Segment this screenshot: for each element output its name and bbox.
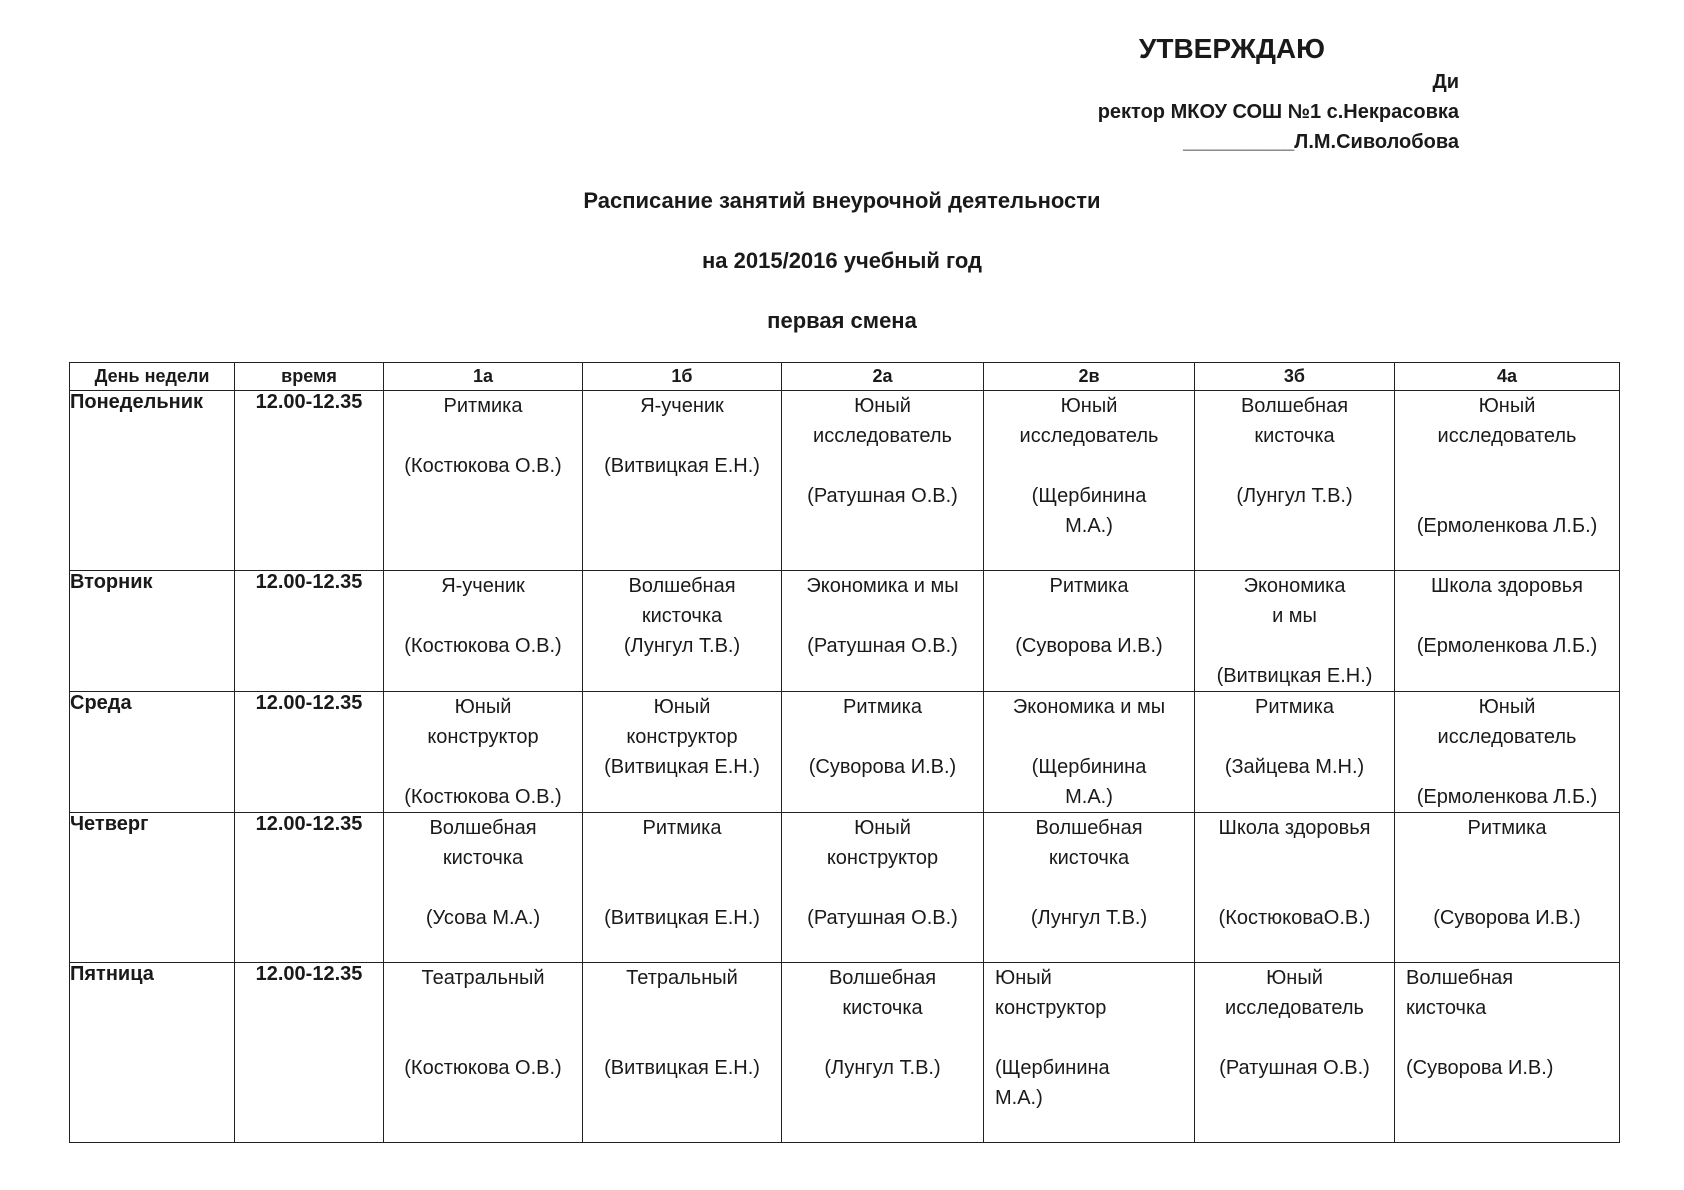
activity-cell (1195, 813, 1395, 963)
activity-line: Экономика и мы (806, 575, 959, 597)
activity-line: Волшебная (1035, 817, 1143, 839)
header-time: время (235, 363, 384, 391)
header-class-4a: 4а (1395, 363, 1620, 391)
activity-line: Юный (854, 395, 911, 417)
activity-line: исследователь (1437, 425, 1577, 447)
activity-cell (782, 813, 984, 963)
activity-line (1395, 843, 1619, 873)
time-cell: 12.00-12.35 (235, 813, 384, 963)
activity-line (583, 873, 781, 903)
activity-line: Ритмика (443, 395, 523, 417)
activity-line (583, 843, 781, 873)
activity-line: Школа здоровья (1218, 817, 1371, 839)
activity-line: Ритмика (1467, 817, 1547, 839)
activity-cell (1195, 391, 1395, 571)
activity-line (984, 601, 1194, 631)
document-subtitle-year: на 2015/2016 учебный год (702, 248, 982, 273)
activity-line: Ритмика (1255, 696, 1334, 718)
activity-line: кисточка (1254, 425, 1335, 447)
activity-line (782, 451, 983, 481)
activity-line: кисточка (842, 997, 923, 1019)
activity-line: исследователь (813, 425, 952, 447)
activity-line: и мы (1272, 605, 1317, 627)
activity-cell (583, 963, 782, 1143)
activity-cell (782, 391, 984, 571)
activity-line: конструктор (626, 726, 738, 748)
activity-line: (Витвицкая Е.Н.) (604, 1057, 760, 1079)
activity-line (1395, 1023, 1619, 1053)
activity-line: (Суворова И.В.) (808, 756, 957, 778)
activity-line (782, 873, 983, 903)
activity-line (1395, 873, 1619, 903)
activity-line (1195, 1023, 1394, 1053)
table-row (70, 571, 1620, 692)
time-cell: 12.00-12.35 (235, 692, 384, 813)
activity-line: Экономика (1243, 575, 1346, 597)
activity-line: Тетральный (626, 967, 738, 989)
activity-line (384, 421, 582, 451)
header-row (70, 363, 1620, 391)
activity-cell (1195, 692, 1395, 813)
activity-line: Юный (454, 696, 512, 718)
activity-line (782, 601, 983, 631)
header-class-1a: 1а (384, 363, 583, 391)
activity-line: (Ратушная О.В.) (807, 485, 958, 507)
activity-line (1195, 451, 1394, 481)
activity-cell (984, 692, 1195, 813)
activity-line: (Лунгул Т.В.) (1030, 907, 1148, 929)
activity-line (384, 601, 582, 631)
activity-cell (1195, 963, 1395, 1143)
activity-line: Юный (653, 696, 711, 718)
activity-line (984, 1023, 1194, 1053)
activity-cell (984, 963, 1195, 1143)
activity-cell (984, 813, 1195, 963)
activity-line: М.А.) (995, 1087, 1043, 1109)
day-cell: Четверг (70, 813, 235, 963)
activity-cell (984, 391, 1195, 571)
activity-line: Я-ученик (441, 575, 525, 597)
activity-line (1195, 722, 1394, 752)
activity-line (984, 873, 1194, 903)
header-class-3b: 3б (1195, 363, 1395, 391)
activity-line (1395, 451, 1619, 481)
table-row (70, 391, 1620, 571)
activity-line: (Зайцева М.Н.) (1224, 756, 1365, 778)
activity-line: (Витвицкая Е.Н.) (604, 455, 760, 477)
activity-cell (1395, 813, 1620, 963)
table-row (70, 813, 1620, 963)
activity-line: Юный (1266, 967, 1323, 989)
header-class-2a: 2а (782, 363, 984, 391)
day-cell: Вторник (70, 571, 235, 692)
activity-line (984, 722, 1194, 752)
activity-line: М.А.) (1065, 786, 1113, 808)
schedule-body (70, 391, 1620, 1143)
activity-line: кисточка (442, 847, 524, 869)
activity-line: Ритмика (642, 817, 722, 839)
activity-line: исследователь (1437, 726, 1577, 748)
activity-line: (Усова М.А.) (425, 907, 541, 929)
activity-line: (Витвицкая Е.Н.) (1216, 665, 1373, 687)
approval-line-2: ректор МКОУ СОШ №1 с.Некрасовка (1097, 101, 1459, 123)
activity-line: (Ратушная О.В.) (807, 635, 958, 657)
activity-line: (Витвицкая Е.Н.) (604, 756, 760, 778)
activity-line: Экономика и мы (1012, 696, 1166, 718)
activity-line: кисточка (1048, 847, 1130, 869)
activity-cell (583, 391, 782, 571)
activity-line: (Суворова И.В.) (1015, 635, 1163, 657)
header-day: День недели (70, 363, 235, 391)
activity-line (782, 722, 983, 752)
activity-line: кисточка (1406, 997, 1487, 1019)
activity-line (1195, 631, 1394, 661)
activity-cell (782, 571, 984, 692)
activity-line: исследователь (1225, 997, 1364, 1019)
activity-cell (782, 692, 984, 813)
activity-line: конструктор (995, 997, 1107, 1019)
activity-cell (1195, 571, 1395, 692)
activity-cell (1395, 963, 1620, 1143)
header-class-2v: 2в (984, 363, 1195, 391)
activity-line (1195, 873, 1394, 903)
activity-cell (1395, 391, 1620, 571)
activity-line: конструктор (826, 847, 939, 869)
activity-line: Юный (1478, 696, 1536, 718)
activity-line (583, 993, 781, 1023)
activity-line (384, 993, 582, 1023)
activity-line: (Костюкова О.В.) (404, 1057, 562, 1079)
activity-line: исследователь (1019, 425, 1159, 447)
day-cell: Понедельник (70, 391, 235, 571)
activity-line (384, 873, 582, 903)
time-cell: 12.00-12.35 (235, 571, 384, 692)
header-class-1b: 1б (583, 363, 782, 391)
activity-line: Я-ученик (640, 395, 724, 417)
document-title: Расписание занятий внеурочной деятельности (583, 188, 1101, 213)
activity-line: Школа здоровья (1431, 575, 1583, 597)
activity-line: кисточка (641, 605, 723, 627)
activity-line: (Щербинина (1031, 756, 1147, 778)
activity-line: (Лунгул Т.В.) (824, 1057, 941, 1079)
activity-line: (Щербинина (995, 1057, 1110, 1079)
activity-line: Волшебная (628, 575, 736, 597)
approval-signature-line: __________Л.М.Сиволобова (1183, 131, 1459, 153)
activity-line: (Ратушная О.В.) (1219, 1057, 1370, 1079)
activity-line: Волшебная (1240, 395, 1349, 417)
activity-line: Юный (1060, 395, 1118, 417)
activity-cell (583, 692, 782, 813)
activity-line (1195, 843, 1394, 873)
table-row (70, 963, 1620, 1143)
activity-line (384, 1023, 582, 1053)
time-cell: 12.00-12.35 (235, 963, 384, 1143)
activity-cell (583, 571, 782, 692)
approval-block (1098, 33, 1459, 157)
activity-cell (1395, 571, 1620, 692)
activity-line: Юный (854, 817, 911, 839)
activity-line: (Суворова И.В.) (1433, 907, 1581, 929)
activity-line (782, 1023, 983, 1053)
activity-line: (Ермоленкова Л.Б.) (1416, 635, 1598, 657)
activity-cell (583, 813, 782, 963)
activity-line: Ритмика (843, 696, 922, 718)
approval-word: УТВЕРЖДАЮ (1138, 33, 1325, 64)
activity-line: (Щербинина (1031, 485, 1147, 507)
activity-line: Волшебная (1406, 967, 1514, 989)
activity-line: конструктор (427, 726, 539, 748)
activity-line: Юный (995, 967, 1052, 989)
activity-line (583, 1023, 781, 1053)
activity-line (583, 421, 781, 451)
activity-cell (384, 571, 583, 692)
document-subtitle-shift: первая смена (767, 308, 917, 333)
activity-line: (Ратушная О.В.) (807, 907, 958, 929)
activity-line: (Суворова И.В.) (1406, 1057, 1554, 1079)
activity-line (1395, 752, 1619, 782)
activity-line: (Костюкова О.В.) (404, 635, 562, 657)
activity-cell (384, 963, 583, 1143)
activity-line (384, 752, 582, 782)
activity-cell (1395, 692, 1620, 813)
activity-line (1395, 601, 1619, 631)
activity-line: (Лунгул Т.В.) (1236, 485, 1353, 507)
activity-cell (782, 963, 984, 1143)
activity-line: (Костюкова О.В.) (404, 786, 562, 808)
activity-cell (384, 692, 583, 813)
activity-line: (Костюкова О.В.) (404, 455, 562, 477)
activity-line: М.А.) (1065, 515, 1113, 537)
activity-line: (Ермоленкова Л.Б.) (1416, 515, 1598, 537)
activity-line: Волшебная (429, 817, 537, 839)
activity-line (984, 451, 1194, 481)
activity-line: Театральный (421, 967, 545, 989)
time-cell: 12.00-12.35 (235, 391, 384, 571)
activity-cell (384, 813, 583, 963)
activity-line: (Лунгул Т.В.) (623, 635, 741, 657)
activity-cell (384, 391, 583, 571)
activity-line: (КостюковаО.В.) (1218, 907, 1371, 929)
activity-line: (Ермоленкова Л.Б.) (1416, 786, 1598, 808)
activity-line: Юный (1478, 395, 1536, 417)
activity-line: Ритмика (1049, 575, 1129, 597)
day-cell: Среда (70, 692, 235, 813)
activity-line: Волшебная (828, 967, 937, 989)
approval-line-1: Ди (1432, 71, 1459, 93)
schedule-table (69, 362, 1620, 1143)
table-row (70, 692, 1620, 813)
day-cell: Пятница (70, 963, 235, 1143)
activity-line: (Витвицкая Е.Н.) (604, 907, 760, 929)
activity-line (1395, 481, 1619, 511)
activity-cell (984, 571, 1195, 692)
